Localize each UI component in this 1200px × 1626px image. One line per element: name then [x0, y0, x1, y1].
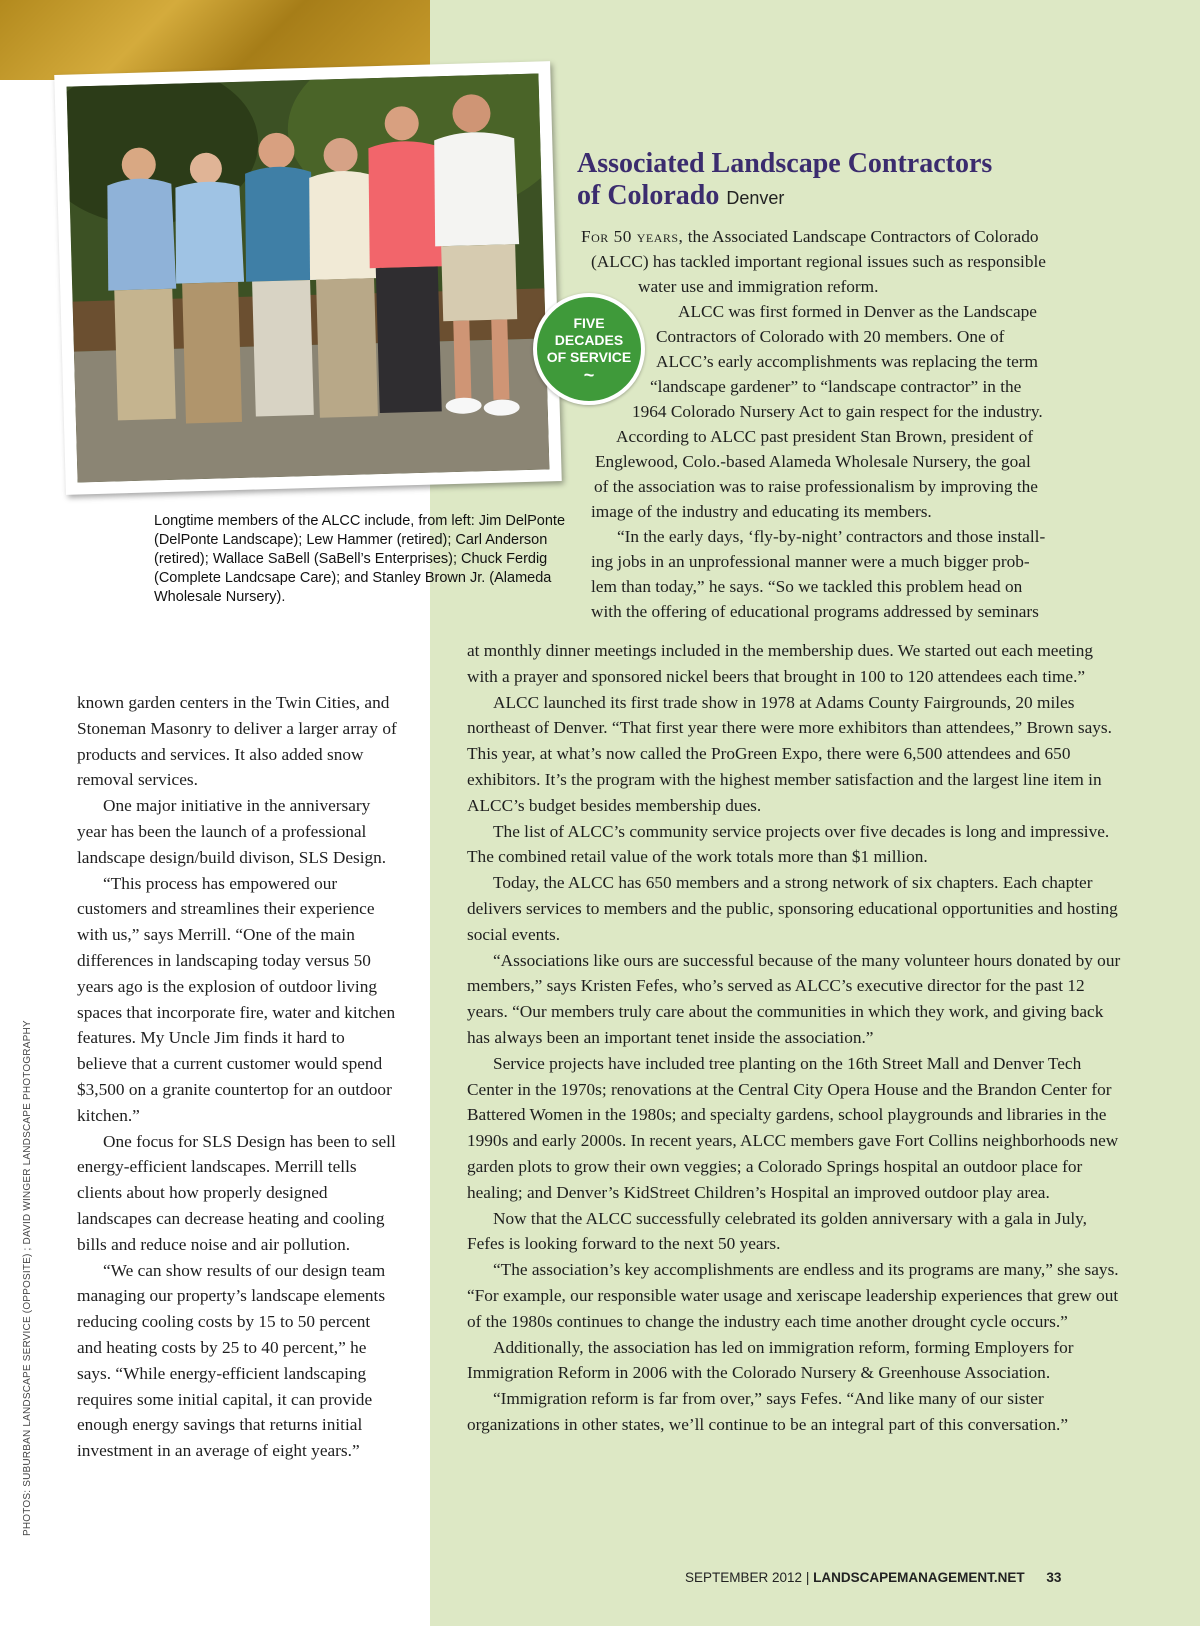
article-paragraph: ALCC launched its first trade show in 1978 at Adams County Fairgrounds, 20 miles northeast of Denver. “That first year there were more exhibitors than attendees,” Brown says. This year, at what’s now called the ProGreen Expo, there were 6,500 attendees and 650 exhibitors. It’s the program with the highest member satisfaction and the largest line item in ALCC’s budget besides membership dues.: [467, 692, 1112, 815]
intro-line: of the association was to raise professionalism by improving the: [594, 477, 1038, 496]
intro-line: lem than today,” he says. “So we tackled this problem head on: [591, 577, 1023, 596]
title-line-1: Associated Landscape Contractors: [577, 148, 993, 179]
page-number: 33: [1046, 1570, 1062, 1585]
badge-line-3: OF SERVICE: [546, 349, 632, 365]
article-paragraph: Now that the ALCC successfully celebrated its golden anniversary with a gala in July, Fefes is looking forward to the next 50 years.: [467, 1208, 1087, 1254]
intro-line: with the offering of educational programs addressed by seminars: [591, 602, 1039, 621]
intro-line: According to ALCC past president Stan Brown, president of: [616, 427, 1034, 446]
article-paragraph: The list of ALCC’s community service projects over five decades is long and impressive. The combined retail value of the work totals more than $1 million.: [467, 821, 1110, 867]
left-paragraph: known garden centers in the Twin Cities, and Stoneman Masonry to deliver a larger array of products and services. It also added snow removal services.: [77, 693, 397, 790]
intro-line: ing jobs in an unprofessional manner were a much bigger prob-: [591, 552, 1030, 571]
footer-date: SEPTEMBER 2012: [685, 1570, 803, 1585]
intro-line: “landscape gardener” to “landscape contractor” in the: [650, 377, 1022, 396]
title-line-2: of Colorado: [577, 180, 720, 211]
intro-line: ALCC was first formed in Denver as the Landscape: [678, 302, 1037, 321]
page-footer: [685, 1570, 1061, 1585]
left-paragraph: One focus for SLS Design has been to sell energy-efficient landscapes. Merrill tells clients about how properly designed landscapes can decrease heating and cooling bills and reduce noise and air pollution.: [77, 1131, 396, 1254]
group-photo: [67, 73, 550, 482]
left-paragraph: One major initiative in the anniversary year has been the launch of a professional landscape design/build divison, SLS Design.: [77, 796, 387, 867]
article-paragraph: at monthly dinner meetings included in the membership dues. We started out each meeting with a prayer and sponsored nickel beers that brought in 100 to 120 attendees each time.”: [467, 641, 1094, 686]
intro-line-text: the Associated Landscape Contractors of Colorado: [683, 227, 1039, 246]
group-photo-illustration: [67, 73, 550, 482]
intro-line: ALCC’s early accomplishments was replacing the term: [656, 352, 1039, 371]
left-paragraph: “This process has empowered our customers and streamlines their experience with us,” says Merrill. “One of the main differences in landscaping today versus 50 years ago is the explosion of outdoor living spaces that incorporate fire, water and kitchen features. My Uncle Jim finds it hard to believe that a current customer would spend $3,500 on a granite countertop for an outdoor kitchen.”: [77, 873, 396, 1125]
article-paragraph: Today, the ALCC has 650 members and a strong network of six chapters. Each chapter delivers services to members and the public, sponsoring educational opportunities and hosting social events.: [467, 873, 1118, 944]
intro-line: Contractors of Colorado with 20 members. One of: [656, 327, 1005, 346]
group-photo-frame: [54, 61, 562, 495]
badge-line-2: DECADES: [554, 332, 624, 348]
left-paragraph: “We can show results of our design team managing our property’s landscape elements reducing cooling costs by 15 to 50 percent and heating costs by 25 to 40 percent,” he says. “While energy-efficient landscaping requires some initial capital, it can provide enough energy savings that returns initial investment in an average of eight years.”: [77, 1260, 386, 1461]
footer-site: LANDSCAPEMANAGEMENT.NET: [813, 1570, 1025, 1585]
article-main-text: [467, 638, 1122, 1438]
left-column-text: [77, 690, 397, 1464]
intro-line: [581, 224, 1039, 250]
intro-line: “In the early days, ‘fly-by-night’ contractors and those install-: [617, 527, 1046, 546]
article-paragraph: Additionally, the association has led on immigration reform, forming Employers for Immigration Reform in 2006 with the Colorado Nursery & Greenhouse Association.: [467, 1337, 1074, 1383]
footer-separator: |: [805, 1570, 810, 1585]
intro-line: 1964 Colorado Nursery Act to gain respect for the industry.: [632, 402, 1043, 421]
badge-line-1: FIVE: [573, 315, 605, 331]
article-city: Denver: [726, 188, 785, 208]
intro-line: water use and immigration reform.: [638, 277, 879, 296]
article-title: [577, 148, 992, 214]
photo-caption: Longtime members of the ALCC include, from left: Jim DelPonte (DelPonte Landscape); Lew Hammer (retired); Carl Anderson (retired); Wallace SaBell (SaBell’s Enterprises); Chuck Ferdig (Complete Landcsape Care); and Stanley Brown Jr. (Alameda Wholesale Nursery).: [154, 513, 566, 605]
article-paragraph: “Immigration reform is far from over,” says Fefes. “And like many of our sister organizations in other states, we’ll continue to be an integral part of this conversation.”: [467, 1389, 1068, 1434]
five-decades-badge: [533, 293, 645, 405]
photo-credit: PHOTOS: SUBURBAN LANDSCAPE SERVICE (OPPOSITE) ; DAVID WINGER LANDSCAPE PHOTOGRAPHY: [22, 1020, 33, 1536]
intro-line: Englewood, Colo.-based Alameda Wholesale Nursery, the goal: [595, 452, 1031, 471]
article-lead-in: For 50 years,: [581, 227, 684, 246]
intro-line: image of the industry and educating its members.: [591, 502, 932, 521]
swoosh-icon: ~: [583, 365, 595, 385]
article-paragraph: Service projects have included tree planting on the 16th Street Mall and Denver Tech Center in the 1970s; renovations at the Central City Opera House and the Brandon Center for Battered Women in the 1980s; and specialty gardens, school playgrounds and libraries in the 1990s and early 2000s. In recent years, ALCC members gave Fort Collins neighborhoods new garden plots to grow their own veggies; a Colorado Springs hospital an outdoor place for healing; and Denver’s KidStreet Children’s Hospital an improved outdoor play area.: [467, 1053, 1119, 1202]
intro-line: (ALCC) has tackled important regional issues such as responsible: [591, 252, 1046, 271]
article-paragraph: “The association’s key accomplishments are endless and its programs are many,” she says. “For example, our responsible water usage and xeriscape leadership experiences that grew out of the 1980s continues to change the industry each time another drought cycle occurs.”: [467, 1260, 1119, 1331]
article-paragraph: “Associations like ours are successful because of the many volunteer hours donated by our members,” says Kristen Fefes, who’s served as ALCC’s executive director for the past 12 years. “Our members truly care about the communities in which they work, and giving back has always been an important tenet inside the association.”: [467, 950, 1121, 1047]
